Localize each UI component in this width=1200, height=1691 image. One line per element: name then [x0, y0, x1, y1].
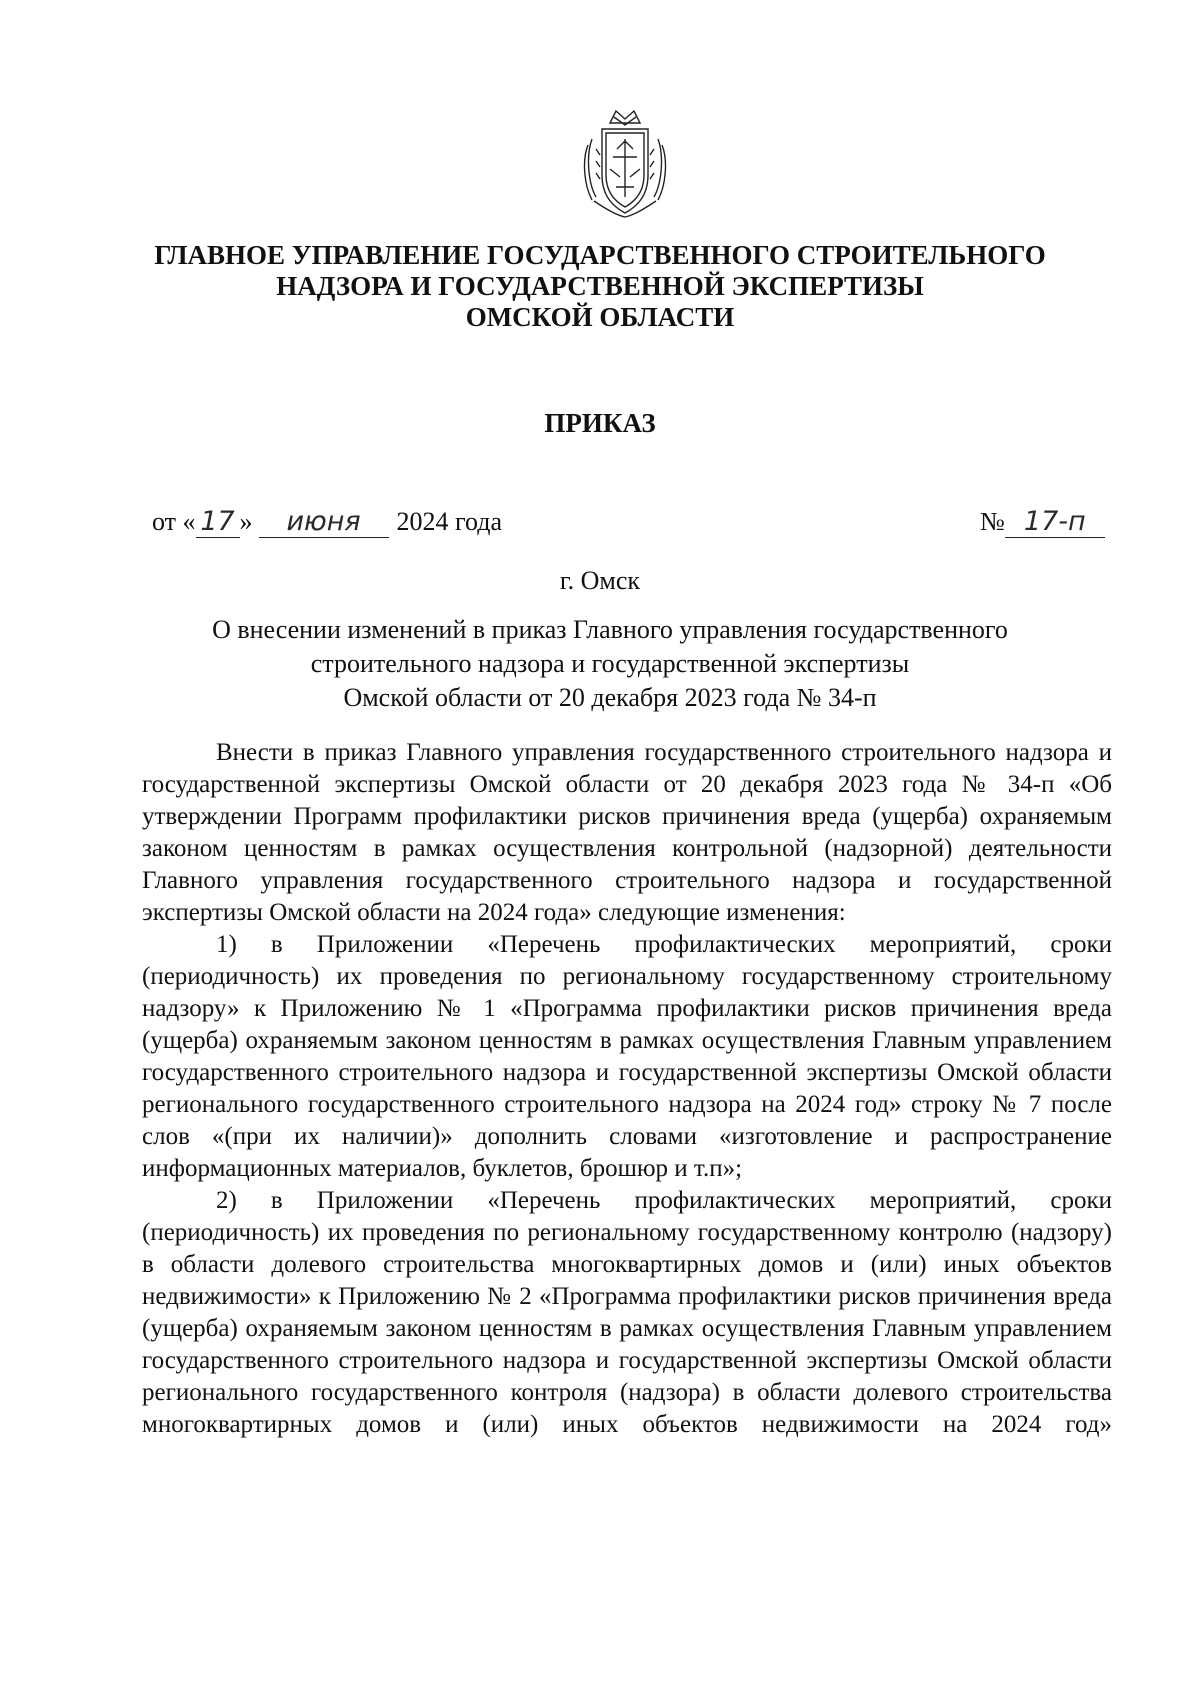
subject-line-1: О внесении изменений в приказ Главного управления государственного [212, 615, 1008, 644]
order-date [152, 507, 502, 538]
item-1-paragraph: 1) в Приложении «Перечень профилактических мероприятий, сроки (периодичность) их проведения по региональному государственному строительному надзору» к Приложению № 1 «Программа профилактики рисков причинения вреда (ущерба) охраняемым законом ценностям в рамках осуществления Главным управлением государственного строительного надзора и государственной экспертизы Омской области регионального государственного строительного надзора на 2024 год» строку № 7 после слов «(при их наличии)» дополнить словами «изготовление и распространение информационных материалов, буклетов, брошюр и т.п»; [142, 931, 1112, 1182]
city-name: г. Омск [559, 566, 641, 595]
date-quote-close: » [239, 507, 253, 536]
org-name-line-1: ГЛАВНОЕ УПРАВЛЕНИЕ ГОСУДАРСТВЕННОГО СТРОИТЕЛЬНОГО [154, 240, 1046, 270]
document-type-title: ПРИКАЗ [544, 408, 656, 438]
order-number [980, 507, 1105, 538]
item-2-paragraph: 2) в Приложении «Перечень профилактических мероприятий, сроки (периодичность) их проведения по региональному государственному контролю (надзору) в области долевого строительства многоквартирных домов и (или) иных объектов недвижимости» к Приложению № 2 «Программа профилактики рисков причинения вреда (ущерба) охраняемым законом ценностям в рамках осуществления Главным управлением государственного строительного надзора и государственной экспертизы Омской области регионального государственного контроля (надзора) в области долевого строительства многоквартирных домов и (или) иных объектов недвижимости на 2024 год» [142, 1187, 1112, 1438]
org-name-line-3: ОМСКОЙ ОБЛАСТИ [465, 302, 735, 332]
coat-of-arms-emblem [580, 105, 670, 220]
order-body [142, 737, 1112, 1441]
subject-line-3: Омской области от 20 декабря 2023 года № 34-п [343, 683, 877, 712]
handwritten-month: июня [259, 507, 389, 538]
subject-line-2: строительного надзора и государственной экспертизы [310, 649, 910, 678]
order-subject [130, 613, 1090, 715]
date-year: 2024 года [396, 507, 503, 536]
handwritten-day: 17 [196, 507, 240, 538]
org-name-line-2: НАДЗОРА И ГОСУДАРСТВЕННОЙ ЭКСПЕРТИЗЫ [276, 271, 924, 301]
number-prefix: № [980, 507, 1005, 536]
organization-name [100, 240, 1100, 333]
handwritten-number: 17-п [1005, 507, 1105, 538]
date-prefix: от « [152, 507, 196, 536]
intro-paragraph: Внести в приказ Главного управления государственного строительного надзора и государственной экспертизы Омской области от 20 декабря 2023 года № 34-п «Об утверждении Программ профилактики рисков причинения вреда (ущерба) охраняемым законом ценностям в рамках осуществления контрольной (надзорной) деятельности Главного управления государственного строительного надзора и государственной экспертизы Омской области на 2024 года» следующие изменения: [142, 739, 1112, 926]
